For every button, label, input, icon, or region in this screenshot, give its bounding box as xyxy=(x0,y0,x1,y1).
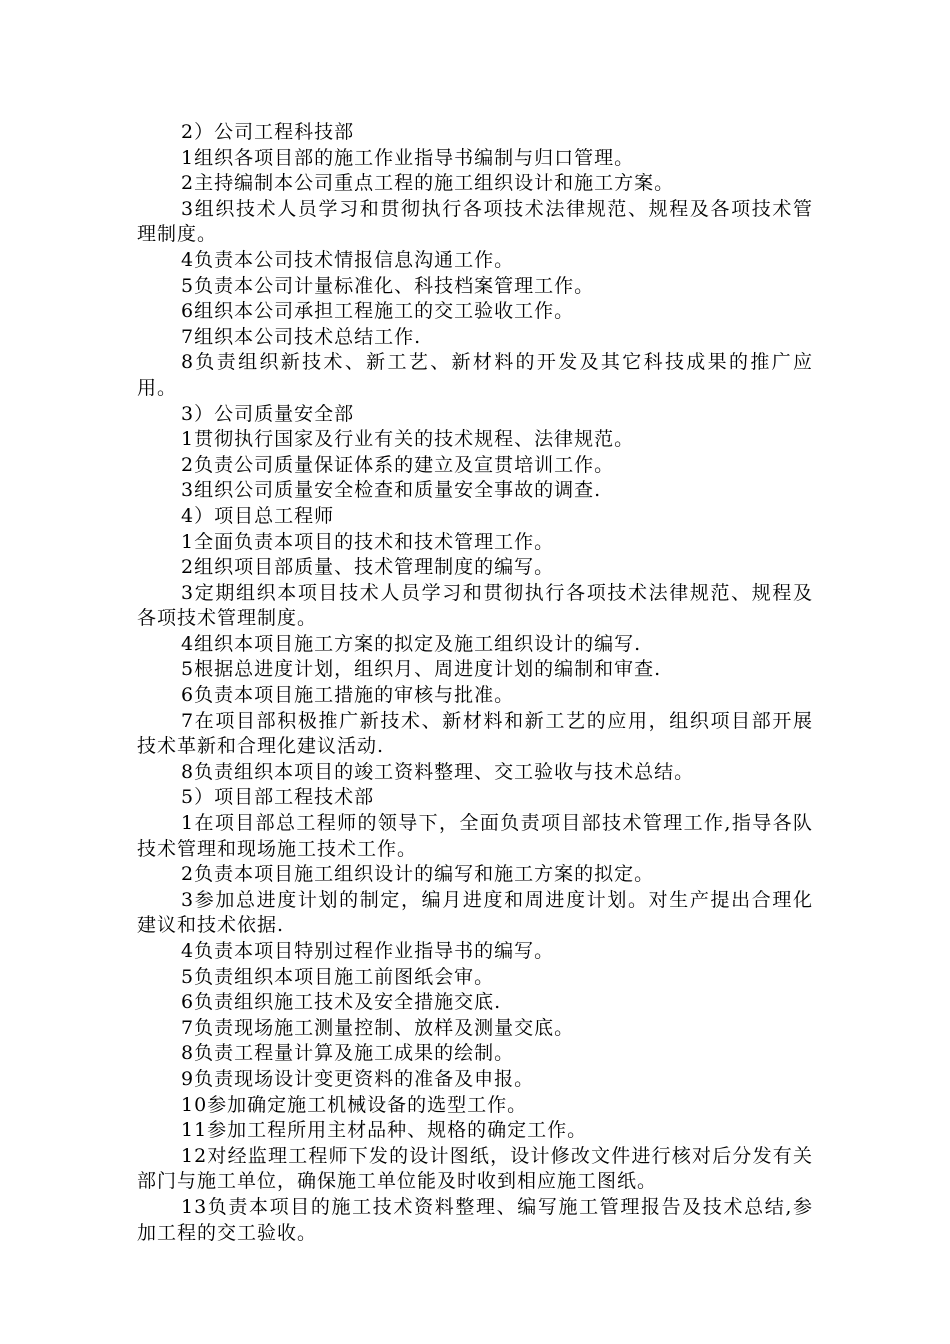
list-item: 8负责组织新技术、新工艺、新材料的开发及其它科技成果的推广应用。 xyxy=(137,351,813,399)
list-item: 7组织本公司技术总结工作. xyxy=(181,325,422,348)
list-item: 2负责本项目施工组织设计的编写和施工方案的拟定。 xyxy=(181,863,655,886)
list-item: 10参加确定施工机械设备的选型工作。 xyxy=(181,1093,528,1116)
list-item: 3参加总进度计划的制定，编月进度和周进度计划。对生产提出合理化建议和技术依据. xyxy=(137,888,813,937)
list-item: 8负责工程量计算及施工成果的绘制。 xyxy=(181,1042,515,1065)
list-item: 4负责本项目特别过程作业指导书的编写。 xyxy=(181,940,555,962)
list-item: 3定期组织本项目技术人员学习和贯彻执行各项技术法律规范、规程及各项技术管理制度。 xyxy=(137,581,813,630)
list-item: 4负责本公司技术情报信息沟通工作。 xyxy=(181,248,515,271)
list-item: 11参加工程所用主材品种、规格的确定工作。 xyxy=(181,1119,588,1142)
list-item: 9负责现场设计变更资料的准备及申报。 xyxy=(181,1067,535,1090)
section-heading: 5）项目部工程技术部 xyxy=(181,786,375,809)
list-item: 7在项目部积极推广新技术、新材料和新工艺的应用，组织项目部开展技术革新和合理化建议活动. xyxy=(137,709,813,758)
list-item: 5根据总进度计划，组织月、周进度计划的编制和审查. xyxy=(181,658,662,681)
list-item: 5负责组织本项目施工前图纸会审。 xyxy=(181,965,495,988)
document-body xyxy=(137,120,813,1246)
list-item: 3组织公司质量安全检查和质量安全事故的调查. xyxy=(181,479,602,502)
list-item: 1全面负责本项目的技术和技术管理工作。 xyxy=(181,530,555,553)
list-item: 5负责本公司计量标准化、科技档案管理工作。 xyxy=(181,274,595,297)
list-item: 2组织项目部质量、技术管理制度的编写。 xyxy=(181,556,555,579)
list-item: 4组织本项目施工方案的拟定及施工组织设计的编写. xyxy=(181,632,642,655)
list-item: 1贯彻执行国家及行业有关的技术规程、法律规范。 xyxy=(181,428,635,451)
list-item: 7负责现场施工测量控制、放样及测量交底。 xyxy=(181,1016,575,1039)
list-item: 1在项目部总工程师的领导下，全面负责项目部技术管理工作,指导各队技术管理和现场施工技术工作。 xyxy=(137,812,813,860)
list-item: 8负责组织本项目的竣工资料整理、交工验收与技术总结。 xyxy=(181,760,695,783)
list-item: 1组织各项目部的施工作业指导书编制与归口管理。 xyxy=(181,146,635,169)
list-item: 12对经监理工程师下发的设计图纸，设计修改文件进行核对后分发有关部门与施工单位，确保施工单位能及时收到相应施工图纸。 xyxy=(137,1144,813,1193)
section-heading: 3）公司质量安全部 xyxy=(181,402,355,425)
list-item: 2主持编制本公司重点工程的施工组织设计和施工方案。 xyxy=(181,172,675,195)
section-heading: 2）公司工程科技部 xyxy=(181,121,355,143)
list-item: 6负责组织施工技术及安全措施交底. xyxy=(181,991,502,1014)
list-item: 6组织本公司承担工程施工的交工验收工作。 xyxy=(181,300,575,323)
list-item: 2负责公司质量保证体系的建立及宣贯培训工作。 xyxy=(181,453,615,476)
section-heading: 4）项目总工程师 xyxy=(181,504,335,527)
list-item: 13负责本项目的施工技术资料整理、编写施工管理报告及技术总结,参加工程的交工验收。 xyxy=(137,1195,813,1244)
list-item: 3组织技术人员学习和贯彻执行各项技术法律规范、规程及各项技术管理制度。 xyxy=(137,197,813,246)
list-item: 6负责本项目施工措施的审核与批准。 xyxy=(181,684,515,707)
